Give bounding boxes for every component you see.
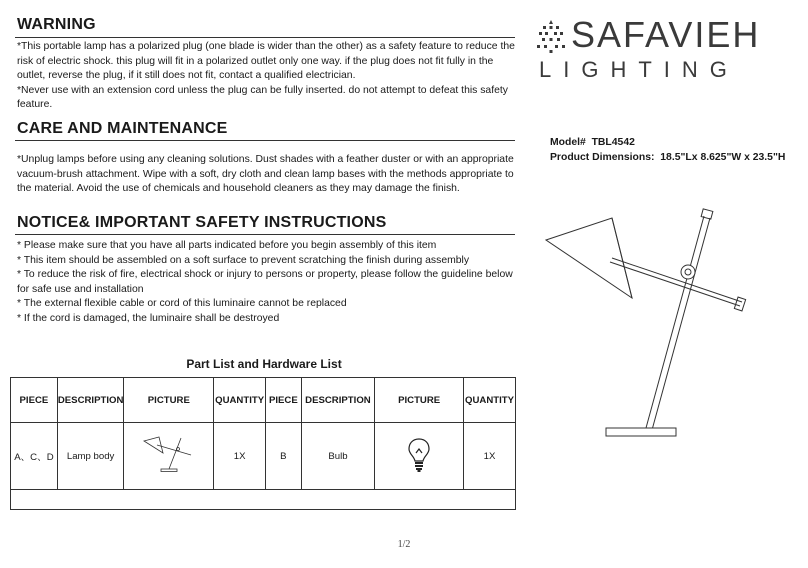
parts-table bbox=[10, 377, 516, 510]
notice-title: NOTICE& IMPORTANT SAFETY INSTRUCTIONS bbox=[17, 214, 387, 231]
notice-line-2: * This item should be assembled on a soft surface to prevent scratching the finish during assembly bbox=[17, 254, 470, 266]
header-piece-2: PIECE bbox=[266, 378, 302, 423]
description-cell-1: Lamp body bbox=[57, 423, 124, 490]
warning-text bbox=[17, 40, 517, 113]
brand-block bbox=[533, 12, 803, 87]
parts-table-title: Part List and Hardware List bbox=[186, 357, 342, 371]
piece-cell-1: A、C、D bbox=[11, 423, 58, 490]
header-picture-2: PICTURE bbox=[375, 378, 464, 423]
brand-name: SAFAVIEH bbox=[571, 14, 761, 55]
table-footer-space bbox=[11, 490, 516, 510]
header-quantity-2: QUANTITY bbox=[464, 378, 516, 423]
chandelier-logo-icon bbox=[535, 18, 567, 58]
notice-line-3: * To reduce the risk of fire, electrical shock or injury to persons or property, please follow the guideline below for safe use and installation bbox=[17, 269, 513, 295]
table-bottom-row bbox=[11, 490, 516, 510]
header-quantity-1: QUANTITY bbox=[214, 378, 266, 423]
description-cell-2: Bulb bbox=[301, 423, 375, 490]
care-divider bbox=[15, 140, 515, 141]
model-label: Model# bbox=[550, 137, 586, 148]
warning-title: WARNING bbox=[17, 16, 96, 33]
page-number: 1/2 bbox=[397, 539, 411, 550]
table-header-row bbox=[11, 378, 516, 423]
notice-line-4: * The external flexible cable or cord of this luminaire cannot be replaced bbox=[17, 298, 347, 310]
notice-line-5: * If the cord is damaged, the luminaire shall be destroyed bbox=[17, 312, 280, 324]
care-text: *Unplug lamps before using any cleaning solutions. Dust shades with a feather duster or with an appropriate vacuum-brush attachment. Wipe with a soft, dry cloth and clean lamp bases with the methods appropriate to the material. Avoid the use of chemicals and household cleaners as they may damage the finish. bbox=[17, 154, 514, 195]
warning-line-1: *This portable lamp has a polarized plug (one blade is wider than the other) as a safety feature to reduce the risk of electric shock. this plug will fit in a polarized outlet only one way. if the plug does not fit fully in the outlet, reverse the plug, if it still does not fit, contact a qualified electrician. bbox=[17, 41, 515, 82]
piece-cell-2: B bbox=[266, 423, 302, 490]
picture-cell-2 bbox=[375, 423, 464, 490]
header-description-1: DESCRIPTION bbox=[57, 378, 124, 423]
dimensions-value: 18.5"Lx 8.625"W x 23.5"H bbox=[660, 152, 786, 163]
brand-subtitle: LIGHTING bbox=[539, 57, 739, 82]
bulb-icon bbox=[407, 437, 431, 473]
product-info bbox=[550, 135, 785, 165]
warning-line-2: *Never use with an extension cord unless the plug can be fully inserted. do not attempt to defeat this safety feature. bbox=[17, 84, 508, 111]
lamp-drawing bbox=[540, 200, 780, 445]
header-description-2: DESCRIPTION bbox=[301, 378, 375, 423]
model-value: TBL4542 bbox=[591, 137, 635, 148]
header-piece-1: PIECE bbox=[11, 378, 58, 423]
picture-cell-1 bbox=[124, 423, 214, 490]
notice-divider bbox=[15, 234, 515, 235]
notice-line-1: * Please make sure that you have all parts indicated before you begin assembly of this item bbox=[17, 240, 437, 251]
quantity-cell-2: 1X bbox=[464, 423, 516, 490]
warning-divider bbox=[15, 37, 515, 38]
notice-text bbox=[17, 239, 517, 327]
quantity-cell-1: 1X bbox=[214, 423, 266, 490]
table-row bbox=[11, 423, 516, 490]
header-picture-1: PICTURE bbox=[124, 378, 214, 423]
care-title: CARE AND MAINTENANCE bbox=[17, 120, 228, 137]
dimensions-label: Product Dimensions: bbox=[550, 152, 655, 163]
lamp-body-thumbnail-icon bbox=[141, 435, 197, 475]
